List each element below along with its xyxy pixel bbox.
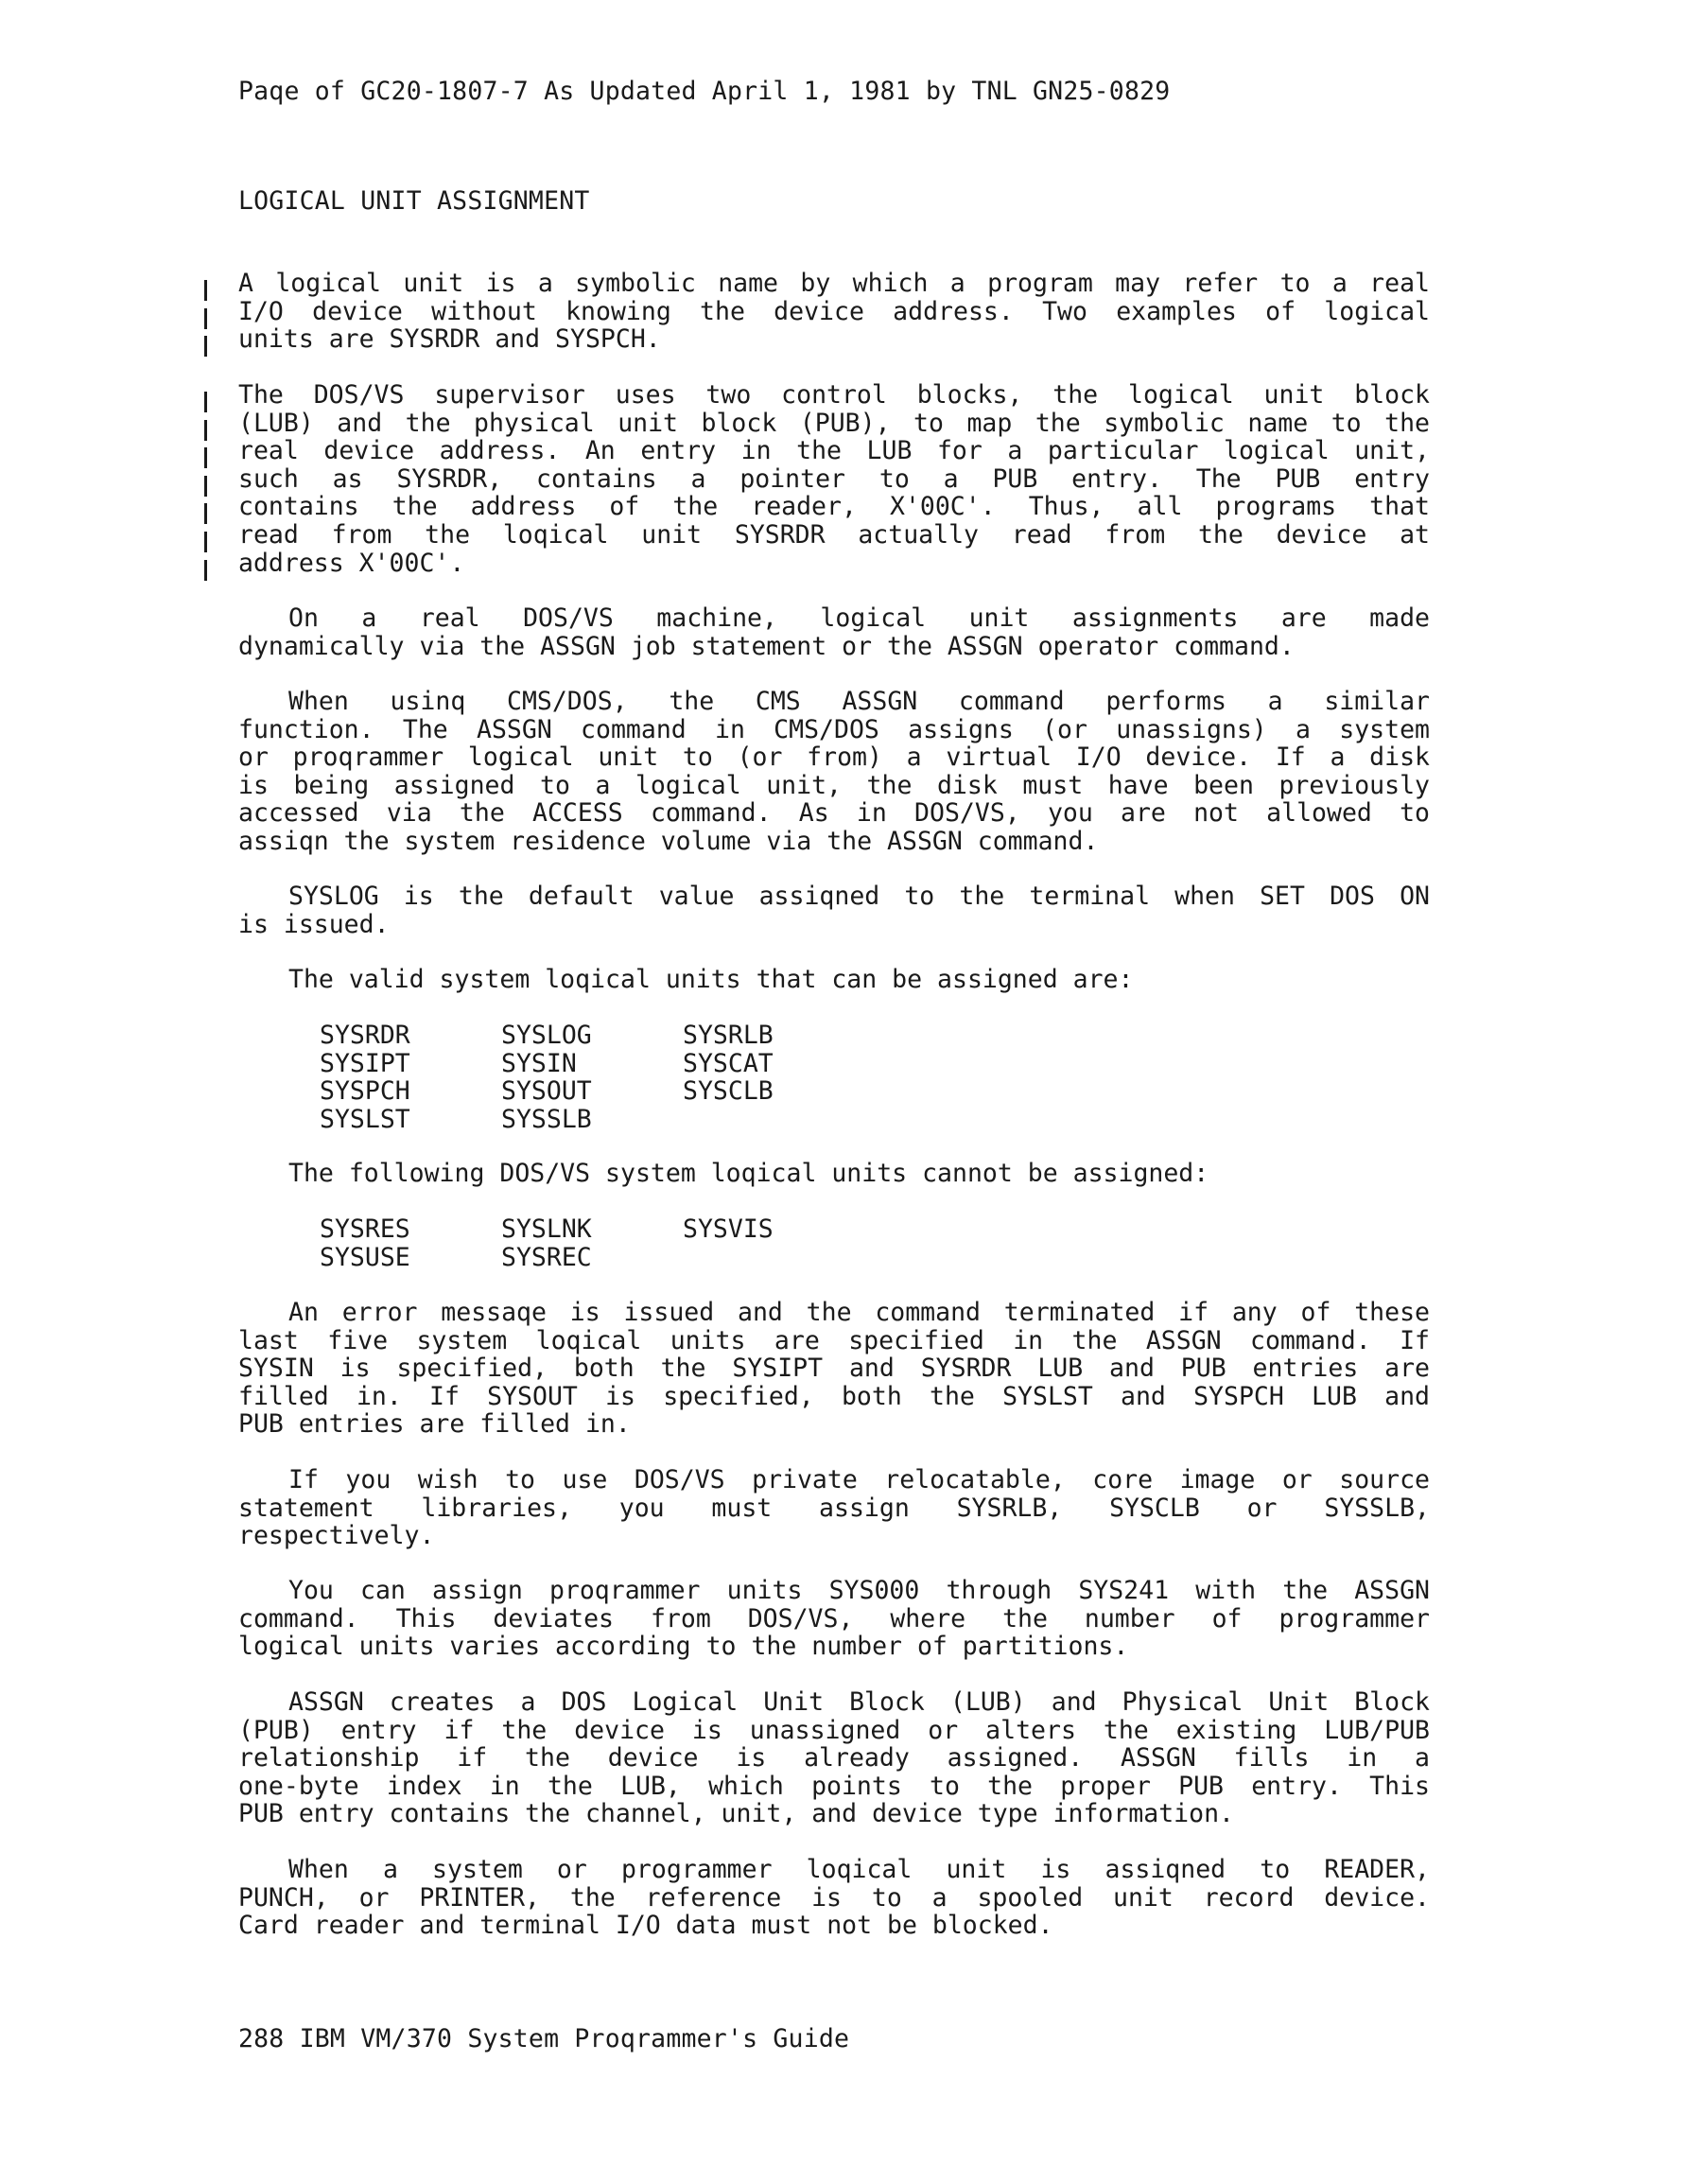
paragraph-line: respectively. — [238, 1521, 435, 1551]
paragraph-line: A logical unit is a symbolic name by which a program may refer to a real — [238, 269, 1430, 298]
paragraph-line: statement libraries, you must assign SYSRLB, SYSCLB or SYSSLB, — [238, 1493, 1430, 1523]
revision-bar — [204, 336, 207, 357]
revision-bar — [204, 476, 207, 497]
paragraph — [238, 1856, 1430, 1940]
table-cell — [683, 1244, 864, 1272]
paragraph-line: PUNCH, or PRINTER, the reference is to a spooled unit record device. — [238, 1882, 1430, 1913]
paragraph — [238, 1577, 1430, 1661]
paragraph-line: address X'00C'. — [238, 548, 465, 578]
paragraph — [238, 270, 1430, 354]
paragraph-line: The following DOS/VS system loqical units cannot be assigned: — [288, 1159, 1209, 1188]
section-title: LOGICAL UNIT ASSIGNMENT — [238, 186, 590, 216]
paragraph-line: ASSGN creates a DOS Logical Unit Block (LUB) and Physical Unit Block — [288, 1687, 1430, 1717]
paragraph — [238, 1466, 1430, 1550]
table-cell: SYSRLB — [683, 1021, 774, 1050]
paragraph-line: The valid system loqical units that can be assigned are: — [288, 965, 1134, 994]
paragraph — [238, 381, 1430, 577]
table-cell: SYSREC — [501, 1242, 592, 1272]
paragraph — [238, 1160, 1430, 1188]
table-cell: SYSSLB — [501, 1104, 592, 1134]
paragraph-line: read from the loqical unit SYSRDR actually read from the device at — [238, 519, 1430, 550]
table-row — [320, 1215, 864, 1244]
revision-bar — [204, 392, 207, 412]
paragraph-line: contains the address of the reader, X'00C'. Thus, all programs that — [238, 492, 1430, 522]
paragraph-line: command. This deviates from DOS/VS, where the number of programmer — [238, 1603, 1430, 1634]
paragraph-line: Card reader and terminal I/O data must not be blocked. — [238, 1911, 1053, 1941]
invalid-units-table — [320, 1215, 864, 1271]
paragraph — [238, 1688, 1430, 1828]
revision-bar — [204, 447, 207, 468]
table-cell — [683, 1106, 864, 1134]
paragraph-line: When usinq CMS/DOS, the CMS ASSGN command performs a similar — [288, 687, 1430, 716]
table-cell: SYSIN — [501, 1048, 577, 1078]
revision-bar — [204, 532, 207, 552]
paragraph-line: On a real DOS/VS machine, logical unit assignments are made — [288, 603, 1430, 633]
valid-units-table — [320, 1022, 864, 1133]
paragraph-line: assiqn the system residence volume via the ASSGN command. — [238, 826, 1099, 856]
table-cell: SYSLOG — [501, 1021, 592, 1050]
revision-bar — [204, 503, 207, 524]
paragraph-line: real device address. An entry in the LUB for a particular logical unit, — [238, 436, 1430, 466]
paragraph — [238, 966, 1430, 994]
paragraph-line: An error messaqe is issued and the command terminated if any of these — [288, 1298, 1430, 1327]
paragraph-line: or proqrammer logical unit to (or from) a virtual I/O device. If a disk — [238, 743, 1430, 773]
paragraph-line: last five system loqical units are specified in the ASSGN command. If — [238, 1325, 1430, 1355]
paragraph-line: SYSLOG is the default value assiqned to the terminal when SET DOS ON — [288, 882, 1430, 911]
revision-bar — [204, 280, 207, 301]
page-footer: 288 IBM VM/370 System Proqrammer's Guide — [238, 2024, 850, 2053]
table-row — [320, 1050, 864, 1078]
paragraph-line: such as SYSRDR, contains a pointer to a PUB entry. The PUB entry — [238, 463, 1430, 494]
paragraph — [238, 688, 1430, 856]
paragraph — [238, 882, 1430, 938]
paragraph-line: one-byte index in the LUB, which points to the proper PUB entry. This — [238, 1771, 1430, 1801]
paragraph-line: PUB entry contains the channel, unit, and device type information. — [238, 1799, 1234, 1829]
paragraph-line: function. The ASSGN command in CMS/DOS assigns (or unassigns) a system — [238, 714, 1430, 744]
table-cell: SYSUSE — [320, 1242, 410, 1272]
revision-bar — [204, 308, 207, 329]
page-header: Paqe of GC20-1807-7 As Updated April 1, 1981 by TNL GN25-0829 — [238, 77, 1171, 106]
revision-bar — [204, 560, 207, 581]
paragraph-line: PUB entries are filled in. — [238, 1409, 631, 1440]
paragraph-line: dynamically via the ASSGN job statement or the ASSGN operator command. — [238, 631, 1295, 661]
paragraph-line: (LUB) and the physical unit block (PUB), to map the symbolic name to the — [238, 408, 1430, 438]
paragraph-line: The DOS/VS supervisor uses two control blocks, the logical unit block — [238, 380, 1430, 410]
paragraph — [238, 1299, 1430, 1439]
paragraph-line: I/O device without knowing the device address. Two examples of logical — [238, 296, 1430, 326]
paragraph-line: SYSIN is specified, both the SYSIPT and SYSRDR LUB and PUB entries are — [238, 1354, 1430, 1384]
paragraph-line: If you wish to use DOS/VS private relocatable, core image or source — [288, 1465, 1430, 1494]
paragraph-line: is being assigned to a logical unit, the disk must have been previously — [238, 770, 1430, 800]
table-cell: SYSPCH — [320, 1076, 410, 1107]
table-cell: SYSCLB — [683, 1076, 774, 1107]
table-cell: SYSVIS — [683, 1214, 774, 1244]
table-row — [320, 1077, 864, 1106]
paragraph-line: filled in. If SYSOUT is specified, both the SYSLST and SYSPCH LUB and — [238, 1381, 1430, 1411]
table-cell: SYSCAT — [683, 1048, 774, 1078]
paragraph-line: is issued. — [238, 909, 390, 939]
paragraph-line: units are SYSRDR and SYSPCH. — [238, 324, 661, 355]
table-cell: SYSOUT — [501, 1076, 592, 1107]
paragraph-line: When a system or programmer loqical unit is assiqned to READER, — [288, 1855, 1430, 1884]
paragraph-line: accessed via the ACCESS command. As in DOS/VS, you are not allowed to — [238, 798, 1430, 829]
paragraph-line: relationship if the device is already assigned. ASSGN fills in a — [238, 1743, 1430, 1773]
table-cell: SYSLST — [320, 1104, 410, 1134]
table-row — [320, 1022, 864, 1050]
paragraph-line: You can assign proqrammer units SYS000 through SYS241 with the ASSGN — [288, 1576, 1430, 1605]
table-row — [320, 1244, 864, 1272]
paragraph-line: (PUB) entry if the device is unassigned or alters the existing LUB/PUB — [238, 1715, 1430, 1745]
table-cell: SYSRDR — [320, 1021, 410, 1050]
table-cell: SYSRES — [320, 1214, 410, 1244]
table-cell: SYSIPT — [320, 1048, 410, 1078]
paragraph-line: logical units varies according to the number of partitions. — [238, 1632, 1129, 1662]
revision-bar — [204, 420, 207, 441]
table-cell: SYSLNK — [501, 1214, 592, 1244]
paragraph — [238, 604, 1430, 660]
table-row — [320, 1106, 864, 1134]
